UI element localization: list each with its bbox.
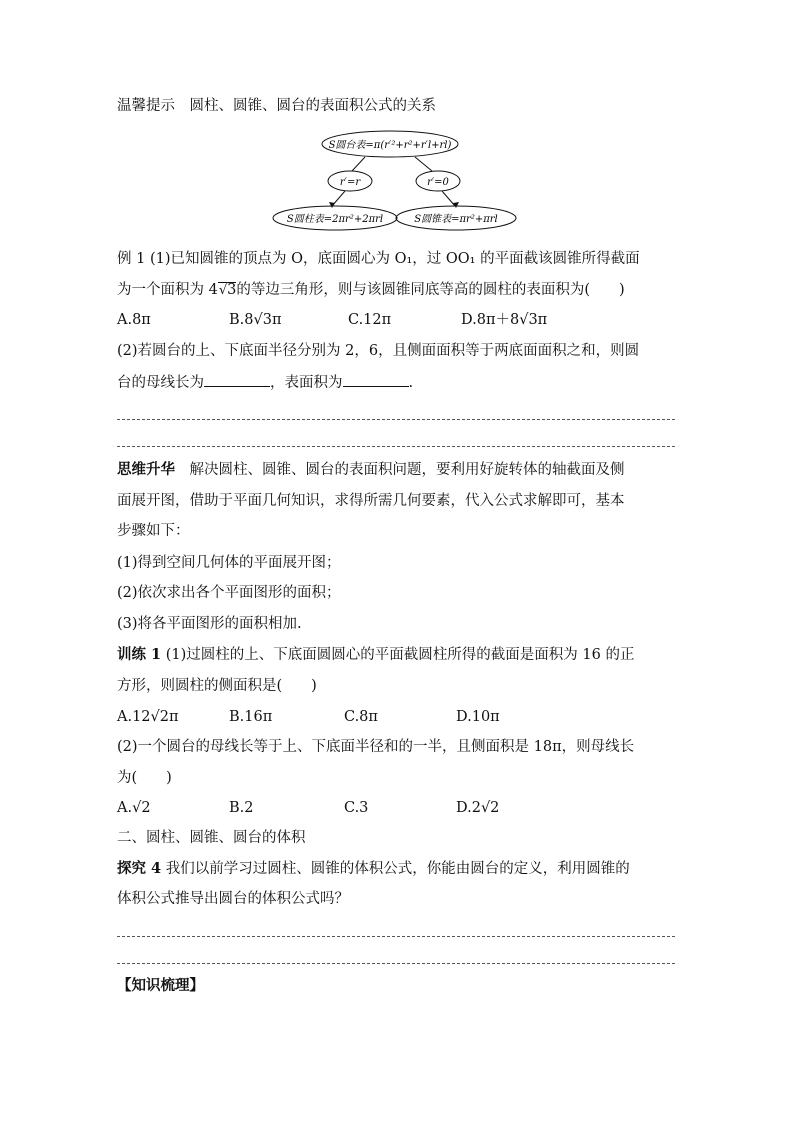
cone-formula-text: S圆锥表=πr²+πrl (414, 214, 498, 225)
option-a[interactable]: A.8π (117, 312, 151, 328)
example1-options (117, 310, 597, 330)
answer-blank-1[interactable] (204, 372, 270, 387)
option-d[interactable]: D.10π (456, 709, 500, 725)
thinking-step2: (2)依次求出各个平面图形的面积； (117, 585, 341, 601)
thinking-label: 思维升华 (117, 461, 175, 478)
explore4-line1: 探究 4 我们以前学习过圆柱、圆锥的体积公式，你能由圆台的定义，利用圆锥的 (117, 860, 630, 877)
option-c[interactable]: C.3 (344, 800, 369, 816)
option-a[interactable]: A.√2 (117, 800, 151, 816)
knowledge-title: 【知识梳理】 (117, 977, 204, 994)
option-d[interactable]: D.8π＋8√3π (461, 312, 548, 328)
cond-right-text: r′=0 (427, 177, 449, 188)
option-a[interactable]: A.12√2π (117, 709, 179, 725)
formula-relation-diagram (270, 128, 520, 233)
explore4-label: 探究 4 (117, 860, 162, 877)
example1-line1: 例 1 (1)已知圆锥的顶点为 O，底面圆心为 O₁，过 OO₁ 的平面截该圆锥所得截面 (117, 251, 640, 267)
answer-line[interactable] (117, 936, 675, 937)
answer-line[interactable] (117, 963, 675, 964)
tip-text: 圆柱、圆锥、圆台的表面积公式的关系 (189, 98, 436, 114)
tip-label: 温馨提示 (117, 98, 175, 114)
option-b[interactable]: B.16π (229, 709, 273, 725)
option-c[interactable]: C.8π (344, 709, 378, 725)
example1-part2-line1: (2)若圆台的上、下底面半径分别为 2，6，且侧面面积等于两底面面积之和，则圆 (117, 343, 640, 359)
option-d[interactable]: D.2√2 (456, 800, 500, 816)
training1-line1: 训练 1 (1)过圆柱的上、下底面圆圆心的平面截圆柱所得的截面是面积为 16 的正 (117, 646, 635, 663)
explore4-line2: 体积公式推导出圆台的体积公式吗？ (117, 891, 349, 907)
training1-label: 训练 1 (117, 646, 162, 663)
tip-line (117, 96, 436, 116)
thinking-line2: 面展开图，借助于平面几何知识，求得所需几何要素，代入公式求解即可，基本 (117, 493, 625, 509)
thinking-line3: 步骤如下： (117, 523, 190, 539)
training1-part2-line2: 为( ) (117, 770, 172, 786)
cond-left-text: r′=r (339, 177, 361, 188)
thinking-step3: (3)将各平面图形的面积相加. (117, 616, 302, 632)
training1-options2 (117, 798, 597, 818)
training1-options1 (117, 707, 597, 727)
option-c[interactable]: C.12π (348, 312, 392, 328)
example1-line2: 为一个面积为 4√3的等边三角形，则与该圆锥同底等高的圆柱的表面积为( ) (117, 282, 625, 298)
answer-line[interactable] (117, 419, 675, 420)
top-formula-text: S圆台表=π(r′²+r²+r′l+rl) (328, 140, 452, 151)
cylinder-formula-text: S圆柱表=2πr²+2πrl (286, 214, 384, 225)
example1-part2-line2: 台的母线长为 ，表面积为 . (117, 372, 413, 393)
option-b[interactable]: B.2 (229, 800, 254, 816)
training1-part2-line1: (2)一个圆台的母线长等于上、下底面半径和的一半，且侧面积是 18π，则母线长 (117, 739, 635, 755)
option-b[interactable]: B.8√3π (229, 312, 282, 328)
thinking-line1: 思维升华 解决圆柱、圆锥、圆台的表面积问题，要利用好旋转体的轴截面及侧 (117, 461, 625, 478)
training1-line2: 方形，则圆柱的侧面积是( ) (117, 678, 317, 694)
answer-blank-2[interactable] (343, 372, 409, 387)
section2-title: 二、圆柱、圆锥、圆台的体积 (117, 830, 306, 846)
sqrt-3: √3 (218, 282, 237, 298)
thinking-step1: (1)得到空间几何体的平面展开图； (117, 555, 341, 571)
answer-line[interactable] (117, 446, 675, 447)
